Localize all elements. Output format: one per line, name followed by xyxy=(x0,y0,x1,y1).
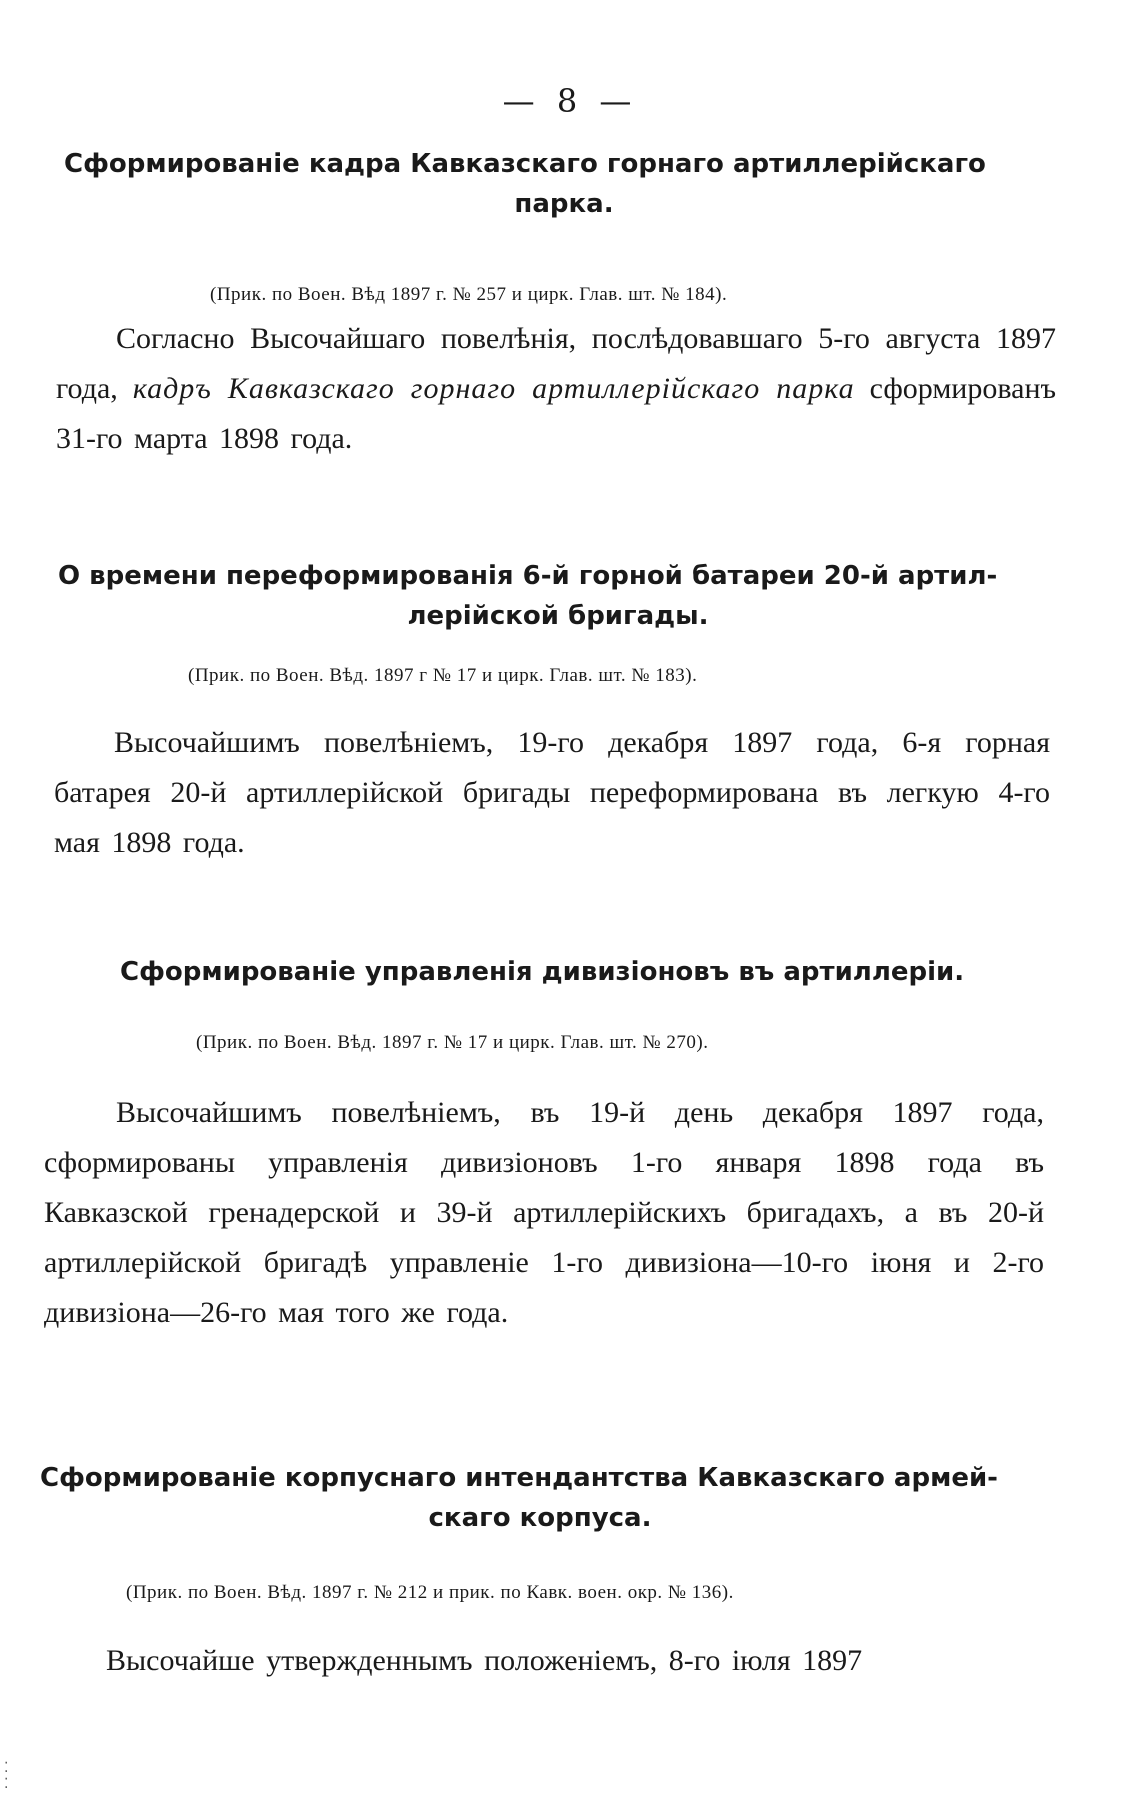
paragraph xyxy=(54,718,1050,868)
paragraph-text: Высочайшимъ повелѣніемъ, 19-го декабря 1897 года, 6-я горная батарея 20-й артиллерійской бригады переформирована въ легкую 4-го мая 1898 года. xyxy=(54,726,1050,859)
section-title-line: Сформированіе кадра Кавказскаго горнаго артиллерійскаго xyxy=(64,149,986,179)
reference-citation: (Прик. по Воен. Вѣд. 1897 г. № 17 и цирк. Глав. шт. № 270). xyxy=(196,1032,709,1053)
paragraph-text: Высочайше утвержденнымъ положеніемъ, 8-го іюля 1897 xyxy=(106,1644,863,1677)
paragraph-text: сформированъ 31-го марта 1898 года. xyxy=(56,372,1057,455)
section-title-line: О времени переформированія 6-й горной батареи 20-й артил- xyxy=(58,561,998,591)
paragraph-text: Согласно Высочайшаго повелѣнія, послѣдовавшаго 5-го августа 1897 года, xyxy=(56,322,1056,405)
section-title xyxy=(120,952,1020,992)
section-title-line: парка. xyxy=(514,189,614,219)
reference-citation: (Прик. по Воен. Вѣд. 1897 г № 17 и цирк. Глав. шт. № 183). xyxy=(188,665,698,686)
section-title-line: Сформированіе корпуснаго интендантства Кавказскаго армей- xyxy=(40,1463,998,1493)
section-title xyxy=(64,144,1064,224)
reference-citation: (Прик. по Воен. Вѣд 1897 г. № 257 и цирк. Глав. шт. № 184). xyxy=(210,284,728,305)
italic-text: кадръ Кавказскаго горнаго артиллерійскаго парка xyxy=(132,372,855,405)
reference-citation: (Прик. по Воен. Вѣд. 1897 г. № 212 и прик. по Кавк. воен. окр. № 136). xyxy=(126,1582,734,1603)
section-title-line: лерійской бригады. xyxy=(407,601,709,631)
paragraph xyxy=(44,1088,1044,1338)
section-title xyxy=(40,1458,1040,1538)
page-number: — 8 — xyxy=(502,82,638,120)
scan-edge-marks: ⁚ ⁚ xyxy=(4,1760,11,1792)
paragraph xyxy=(48,1636,1048,1686)
paragraph xyxy=(56,314,1056,464)
section-title-line: Сформированіе управленія дивизіоновъ въ артиллеріи. xyxy=(120,957,965,987)
paragraph-text: Высочайшимъ повелѣніемъ, въ 19-й день декабря 1897 года, сформированы управленія дивизіоновъ 1-го января 1898 года въ Кавказской гренадерской и 39-й артиллерійскихъ бригадахъ, а въ 20-й артиллерійской бригадѣ управленіе 1-го дивизіона—10-го іюня и 2-го дивизіона—26-го мая того же года. xyxy=(44,1096,1044,1329)
section-title xyxy=(58,556,1058,636)
section-title-line: скаго корпуса. xyxy=(428,1503,652,1533)
